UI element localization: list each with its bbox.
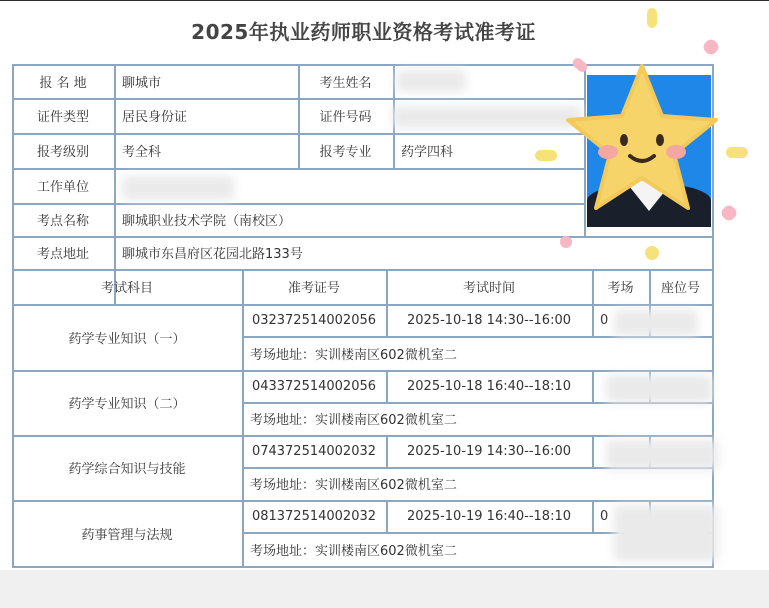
label-exam-level: 报考级别: [36, 145, 89, 160]
sparkle-icon: [535, 150, 557, 161]
exam-ticket-number: 032372514002056: [251, 312, 377, 328]
redacted-room-seat: [606, 440, 718, 470]
header-ticket-number: 准考证号: [287, 281, 340, 296]
sparkle-icon: [719, 203, 739, 223]
exam-time: 2025-10-19 14:30--16:00: [407, 443, 571, 459]
value-id-type: 居民身份证: [122, 110, 188, 125]
exam-time: 2025-10-19 16:40--18:10: [407, 508, 571, 524]
label-major: 报考专业: [319, 145, 372, 160]
redacted-name: [396, 70, 466, 92]
label-candidate-name: 考生姓名: [319, 75, 372, 91]
exam-time: 2025-10-18 16:40--18:10: [407, 378, 571, 394]
exam-room: 0: [600, 508, 609, 524]
table-border-bottom: [12, 566, 714, 568]
exam-subject: 药学专业知识（一）: [68, 331, 186, 347]
exam-room-address: 考场地址：实训楼南区602微机室二: [250, 478, 457, 493]
redacted-room-seat: [614, 505, 718, 561]
exam-room-address: 考场地址：实训楼南区602微机室二: [250, 543, 457, 559]
header-subject: 考试科目: [100, 281, 153, 296]
label-test-center-name: 考点名称: [36, 214, 89, 229]
exam-room-address: 考场地址：实训楼南区602微机室二: [250, 413, 457, 428]
value-test-center-address: 聊城市东昌府区花园北路133号: [122, 247, 303, 262]
label-id-type: 证件类型: [36, 110, 89, 125]
exam-room-address: 考场地址：实训楼南区602微机室二: [250, 347, 457, 363]
redacted-room-seat: [606, 375, 712, 403]
value-test-center-name: 聊城职业技术学院（南校区）: [122, 214, 292, 229]
exam-ticket-number: 043372514002056: [251, 378, 377, 394]
label-registration-place: 报 名 地: [39, 75, 87, 91]
exam-ticket-number: 081372514002032: [251, 508, 377, 524]
sparkle-icon: [726, 147, 748, 158]
value-major: 药学四科: [401, 145, 454, 160]
exam-room: 0: [600, 312, 609, 328]
redacted-employer: [122, 176, 234, 200]
label-id-number: 证件号码: [319, 110, 372, 125]
header-exam-time: 考试时间: [462, 281, 515, 296]
redacted-room-seat: [614, 310, 698, 336]
exam-subject: 药学专业知识（二）: [68, 397, 186, 412]
header-room: 考场: [607, 281, 634, 296]
star-face-icon: [562, 60, 722, 220]
header-seat: 座位号: [660, 281, 700, 296]
exam-subject: 药学综合知识与技能: [68, 462, 186, 477]
exam-ticket-number: 074372514002032: [251, 443, 377, 459]
exam-subject: 药事管理与法规: [81, 527, 173, 543]
label-employer: 工作单位: [36, 180, 89, 195]
exam-time: 2025-10-18 14:30--16:00: [407, 312, 571, 328]
sparkle-icon: [645, 246, 659, 260]
label-test-center-address: 考点地址: [36, 247, 89, 262]
top-border-line: [0, 0, 769, 1]
value-registration-place: 聊城市: [122, 75, 162, 91]
sparkle-icon: [647, 8, 657, 28]
page-title: 2025年执业药师职业资格考试准考证: [191, 20, 536, 44]
value-exam-level: 考全科: [122, 145, 162, 160]
redacted-id-number: [392, 106, 582, 128]
